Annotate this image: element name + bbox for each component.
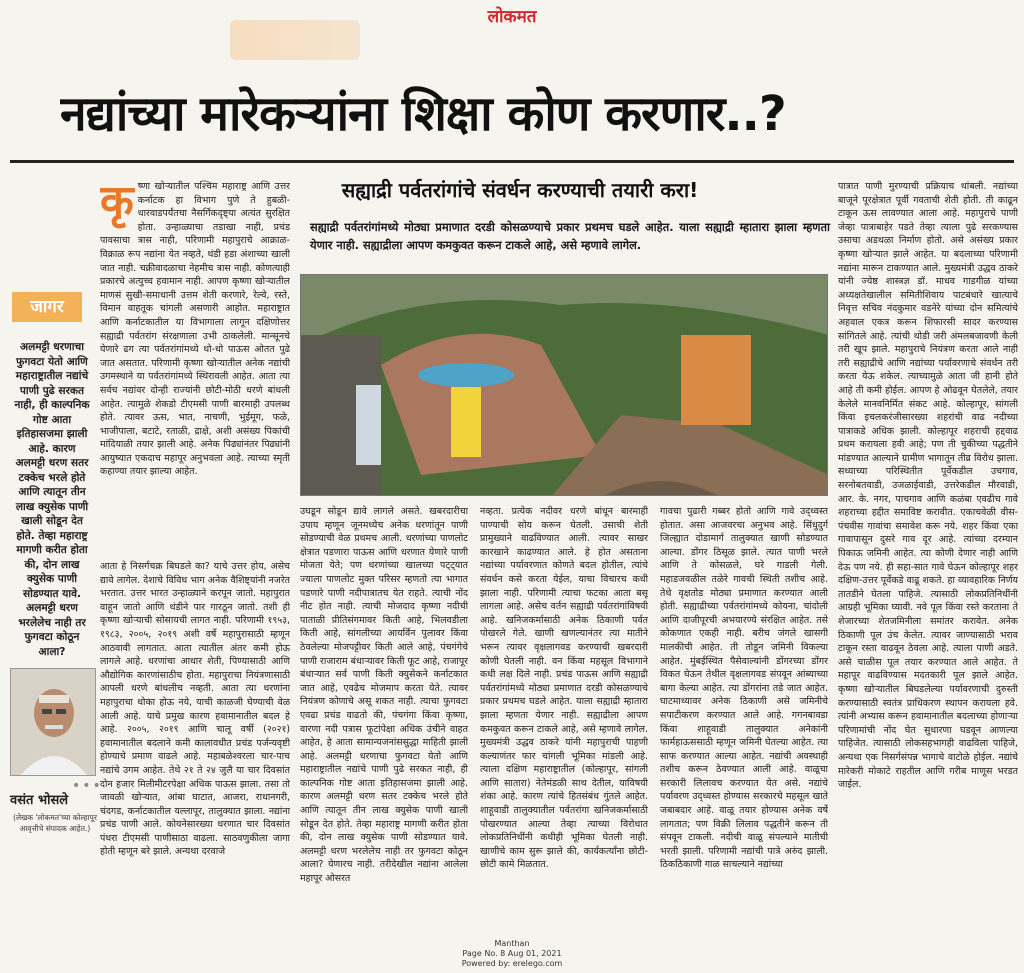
landslide-photo [300,274,828,496]
column-4-text: गावचा पुढारी गब्बर होतो आणि गावे उद्ध्वस्त होतात. असा आजवरचा अनुभव आहे. सिंधुदुर्ग जिल्ह्यात दोडामार्ग तालुक्यात खाणी सोडण्यात आल्या. डोंगर ठिसूळ झाले. त्यात पाणी भरले आणि ते कोसळले, घरे गाडली गेली. महाडजवळील तळेरे गावची स्थिती तशीच आहे. तेथे वृक्षतोड मोठ्या प्रमाणात करण्यात आली होती. सह्याद्रीच्या पर्वतरांगांमध्ये कोयना, चांदोली आणि दाजीपूरची अभयारण्ये संरक्षित आहेत. तसे कोकणात एकही नाही. बरीच जंगले खासगी मालकीची आहेत. ती तोडून जमिनी विकल्या आहेत. मुंबईस्थित पैसेवाल्यांनी डोंगरच्या डोंगर विकत घेऊन तेथील वृक्षलागवड संपवून आंब्याच्या बागा केल्या आहेत. त्या डोंगरांना तडे जात आहेत. घाटमाथ्यावर अनेक ठिकाणी असे जमिनीचे सपाटीकरण करण्यात आले आहे. गगनबावडा किंवा शाहूवाडी तालुक्यात अनेकांनी फार्महाऊससाठी म्हणून जमिनी घेतल्या आहेत. त्या साफ करण्यात आल्या आहेत. नद्यांची अवस्थाही तशीच करून ठेवण्यात आली आहे. वाळूचा सरकारी लिलावच करण्यात येत असे. नद्यांचे पर्यावरण उद्ध्वस्त होण्यास सरकारचे महसूल खाते जबाबदार आहे. वाळू तयार होण्यास अनेक वर्षे लागतात; पण विक्री लिलाव पद्धतीने करून ती संपवून टाकली. नदीची वाळू संपल्याने मातीची भरती झाली. परिणामी नद्यांची पात्रे अरुंद झाली. ठिकठिकाणी गाळ साचल्याने नद्यांच्या [660,506,828,871]
dots-decoration: ••• [72,778,103,794]
footer-page-date: Page No. 8 Aug 01, 2021 [462,949,562,958]
author-name: वसंत भोसले [10,793,69,808]
article-column-4 [660,505,828,945]
drop-cap: कृ [100,180,134,227]
page-footer [0,939,1024,969]
column-2-text: उघडून सोडून द्यावे लागले असते. खबरदारीचा उपाय म्हणून जूनमध्येच अनेक धरणांतून पाणी सोडण्याची वेळ प्रथमच आली. धरणांच्या पाणलोट क्षेत्रात पडणारा पाऊस आणि धरणात येणारे पाणी मोजता येते; पण धरणांच्या खालच्या पट्ट्यात ज्याला पाणलोट मुक्त परिसर म्हणतो त्या भागात पडणारे पाणी नदीपात्रातच येत राहते. त्याची नोंद नीट होत नाही. त्याची मोजदाद कृष्णा नदीची पाताळी प्रीतिसंगमावर किती आहे, भिलवडीला किती आहे, सांगलीच्या आयर्विन पुलावर किंवा ठेवलेल्या मोजपट्टीवर किती आले आहे, पंचगंगेचे पाणी राजाराम बंधाऱ्यावर किती फूट आहे, राजापूर बंधाऱ्यात सर्व पाणी किती क्युसेकने कर्नाटकात जात आहे, एवढेच मोजमाप करता येते. त्यावर नियंत्रण कोणाचे असू शकत नाही. त्याचा फुगवटा एवढा प्रचंड वाढतो की, पंचगंगा किंवा कृष्णा, वारणा नदी पत्रास फूटांपेक्षा अधिक उंचीने वाहत आहेत, हे आता सामान्यजनांससुद्धा माहिती झाली आहे. अलमट्टी धरणाचा फुगवटा येतो आणि महाराष्ट्रातील नद्यांचे पाणी पुढे सरकत नाही, ही काल्पनिक गोष्ट आता इतिहासजमा झाली आहे. कारण अलमट्टी धरण सतर टक्केच भरले होते आणि त्यातून तीन लाख क्युसेक पाणी खाली सोडून देत होते. तेव्हा महाराष्ट्र मागणी करीत होता की, दोन लाख क्युसेक पाणी सोडण्यात यावे. अलमट्टी धरण भरलेलेच नाही तर फुगवटा कोठून आला? येणारच नाही. तरीदेखील नद्यांना आलेला महापूर ओसरत [300,506,468,885]
author-note: (लेखक 'लोकमत'च्या कोल्हापूर आवृत्तीचे संपादक आहेत.) [13,813,97,833]
subheadline: सह्याद्री पर्वतरांगांचे संवर्धन करण्याची तयारी करा! [341,178,699,202]
article-column-5 [838,180,1018,945]
landslide-photo-icon [301,275,828,496]
column-1-bottom-text: आता हे निसर्गचक्र बिघडले का? याचे उत्तर होय, असेच द्यावे लागेल. देशाचे विविध भाग अनेक वैशिष्ट्यांनी नजरेत भरतात. उत्तर भारत उन्हाळ्याने करपून जातो. महापुरात वाहून जातो आणि थंडीने पार गारठून जातो. तशी ही कृष्णा खोऱ्याची सोसायची लागत नाही. परिणामी १९५३, १९८३, २००५, २०१९ अशी वर्षे महापुरासाठी म्हणून आठवावी लागतात. आता त्यातील अंतर कमी होऊ लागले आहे. धरणांचा आधार शेती, पिण्यासाठी आणि औद्योगिक कारणांसाठीच होता. महापुराचा नियंत्रणासाठी आपली धरणे बांधलीच नव्हती. आता त्या धरणांना महापुराचा धोका होऊ नये, याची काळजी घेण्याची वेळ आली आहे. याचे प्रमुख कारण हवामानातील बदल हे आहे. २००५, २०१९ आणि चालू वर्षी (२०२१) हवामानातील बदलाने कमी कालावधीत प्रचंड पर्जन्यवृष्टी होण्याचे प्रमाण वाढले आहे. महाबळेश्वरला चार-पाच नद्यांचे उगम आहेत. तेथे २१ ते २४ जुलै या चार दिवसांत दोन हजार मिलीमीटरपेक्षा अधिक पाऊस झाला. तसा तो जावळी खोऱ्यात, आंबा घाटात, आजरा, राधानगरी, चंदगड, कर्नाटकातील यल्लापूर, तालुक्यात झाला. नद्यांना प्रचंड पाणी आले. कोयनेसारख्या धरणात चार दिवसांत पंधरा टीएमसी पाणीसाठा वाढला. साठवणुकीला जागा होती म्हणून बरे झाले. अन्यथा दरवाजे [100,561,290,858]
sidebar-quote: अलमट्टी धरणाचा फुगवटा येतो आणि महाराष्ट्रातील नद्यांचे पाणी पुढे सरकत नाही, ही काल्पनिक गोष्ट आता इतिहासजमा झाली आहे. कारण अलमट्टी धरण सतर टक्केच भरले होते आणि त्यातून तीन लाख क्युसेक पाणी खाली सोडून देत होते. तेव्हा महाराष्ट्र मागणी करीत होता की, दोन लाख क्युसेक पाणी सोडण्यात यावे. अलमट्टी धरण भरलेलेच नाही तर फुगवटा कोठून आला? [14,341,90,658]
footer-powered-by: Powered by: erelego.com [461,959,563,968]
lead-paragraph: सह्याद्री पर्वतरांगांमध्ये मोठ्या प्रमाणात दरडी कोसळण्याचे प्रकार प्रथमच घडले आहेत. याला सह्याद्री म्हातारा झाला म्हणता येणार नाही. सह्याद्रीला आपण कमकुवत करून टाकले आहे, असे म्हणावे लागेल. [310,220,830,252]
headline: नद्यांच्या मारेकऱ्यांना शिक्षा कोण करणार..? [60,86,786,142]
column-3-text: नव्हता. प्रत्येक नदीवर धरणे बांधून बारमाही पाण्याची सोय करून घेतली. उसाची शेती प्रामुख्याने वाढविण्यात आली. त्यावर साखर कारखाने काढण्यात आले. हे होत असताना नद्यांच्या पर्यावरणात कोणते बदल होतील, त्यांचे संवर्धन कसे करता येईल, याचा विचारच कधी झाला नाही. परिणामी त्याचा फटका आता बसू लागला आहे. असेच वर्तन सह्याद्री पर्वतरांगांविषयी आहे. खनिजकर्मासाठी अनेक ठिकाणी पर्वत पोखरले गेले. खाणी खणल्यानंतर त्या मातीने भरून त्यावर वृक्षलागवड करण्याची खबरदारी कोणी घेतली नाही. वन किंवा महसूल विभागाने कधी लक्ष दिले नाही. प्रचंड पाऊस आणि सह्याद्री पर्वतरांगांमध्ये मोठ्या प्रमाणात दरडी कोसळण्याचे प्रकार प्रथमच घडले आहेत. याला सह्याद्री म्हातारा झाला म्हणता येणार नाही. सह्याद्रीला आपण कमकुवत करून टाकले आहे, असे म्हणावे लागेल. मुख्यमंत्री उद्धव ठाकरे यांनी महापुराची पाहणी कल्याणंतर फार चांगली भूमिका मांडली आहे. त्याला दक्षिण महाराष्ट्रातील (कोल्हापूर, सांगली आणि सातारा) नेतेमंडळी साथ देतील, याविषयी शंका आहे. कारण त्यांचे हितसंबंध गुंतले आहेत. शाहूवाडी तालुक्यातील पर्वतरांगा खनिजकर्मासाठी पोखरण्यात आल्या तेव्हा त्याच्या विरोधात लोकप्रतिनिधींनी कधीही भूमिका घेतली नाही. खाणीचे काम सुरू झाले की, कार्यकर्त्यांना छोटी-छोटी कामे मिळतात. [480,506,648,871]
section-tag: जागर [12,292,82,322]
article-column-1-bottom [100,560,290,945]
column-5-text: पात्रात पाणी मुरण्याची प्रक्रियाच थांबली. नद्यांच्या बाजूने पूरक्षेत्रात पूर्वी गवताची शेती होती. ती काढून टाकून ऊस लावण्यात आला आहे. महापुराचे पाणी जेव्हा पात्राबाहेर पडते तेव्हा त्याला पुढे सरकण्यास उसाचा अडथळा निर्माण होतो. असे असंख्य प्रकार कृष्णा खोऱ्यात झाले आहेत. या बदलाच्या परिणामी नद्यांना मारून टाकण्यात आले. मुख्यमंत्री उद्धव ठाकरे यांनी ज्येष्ठ शास्त्रज्ञ डॉ. माधव गाडगीळ यांच्या अध्यक्षतेखालील समितीशिवाय पाटबंधारे खात्याचे निवृत्त सचिव नंदकुमार वडनेरे यांच्या दोन समित्यांचे अहवाल एकत्र करून शिफारसी सादर करण्यास सांगितले आहे. त्यांची थोडी जरी अंमलबजावणी केली तरी खूप झाले. महापुराचे नियंत्रण करता आले नाही तरी सह्याद्रीचे आणि नद्यांच्या पर्यावरणाचे संवर्धन तरी करता येऊ शकेल. त्याच्यामुळे आता जी हानी होते आहे ती कमी होईल. आपण हे ओढवून घेतलेले, तयार केलेले मानवनिर्मित संकट आहे. कोल्हापूर, सांगली किंवा इचलकरंजीसारख्या शहरांची वाढ नदीच्या पात्राकडे अधिक झाली. कोल्हापूर शहराची हद्दवाढ प्रथम करायला हवी आहे; पण ती चुकीच्या पद्धतीने मांडण्यात आल्याने ग्रामीण भागातून तीव्र विरोध झाला. सध्याच्या परिस्थितीत पूर्वेकडील उचगाव, सरनोबतवाडी, उजळाईवाडी, उत्तरेकडील मौरवाडी, आर. के. नगर, पाचगाव आणि कळंबा एवढीच गावे शहराच्या हद्दीत समाविष्ट करावीत. एकाचवेळी वीस-पंचवीस गावांचा समावेश करू नये. शहर किंवा एका गावापासून दुसरे गाव दूर आहे. त्यांच्या दरम्यान पिकाऊ जमिनी आहेत. त्या कोणी देणार नाही आणि देऊ पण नये. ही सहा-सात गावे घेऊन कोल्हापूर शहर दक्षिण-उत्तर पूर्वेकडे वाढू शकते. हा व्यावहारिक निर्णय तातडीने घेतला पाहिजे. त्यासाठी लोकप्रतिनिधींनी आग्रही भूमिका घ्यावी. नवे पूल किंवा रस्ते करताना ते शेजारच्या शेतजमिनीला समांतर करावेत. अनेक ठिकाणी पूल उंच केलेत. त्यावर जाण्यासाठी भराव टाकून रस्ता वाढवून ठेवला आहे. त्याला पाणी अडते. असे चाळीस पूल तयार करण्यात आले आहेत. ते महापूर वाढविण्यास मदतकारी पूल झाले आहेत. कृष्णा खोऱ्यातील बिघडलेल्या पर्यावरणाची दुरुस्ती करण्यासाठी स्वतंत्र प्राधिकरण स्थापन करायला हवे. त्यांनी अभ्यास करून हवामानातील बदलाच्या होणाऱ्या परिणामांची नोंद घेत सुधारणा घडवून आणल्या पाहिजेत. त्यासाठी लोकसहभागही वाढविला पाहिजे, अन्यथा एक निसर्गसंपन्न भागाचे वाटोळे होईल. नद्यांचे मारेकरी मोकाटे राहतील आणि गरीब माणूस भरडत जाईल. [838,181,1018,791]
article-column-2 [300,505,468,945]
headline-rule [10,160,1014,163]
masthead-logo: लोकमत [487,7,537,27]
author-portrait-icon [11,669,96,776]
author-portrait [10,668,96,776]
article-column-3 [480,505,648,945]
column-1-top-text: ष्णा खोऱ्यातील पश्चिम महाराष्ट्र आणि उत्तर कर्नाटक हा विभाग पुणे ते हुबळी-धारवाडपर्यंतचा नैसर्गिकदृष्ट्या अत्यंत सुरक्षित होता. उन्हाळ्याचा तडाखा नाही, प्रचंड पावसाचा त्रास नाही, परिणामी महापुराचे आक्राळ-विक्राळ रूप नद्यांना येत नव्हते, थंडी हडा अंशाच्या खाली जात नाही. चक्रीवादळाचा नेहमीच त्रास नाही. कोणत्याही प्रकारचे अत्युच्च हवामान नाही. आपण कृष्णा खोऱ्यातील माणसं सुखी-समाधानी उत्तम शेती करणारे, रेल्वे, रस्ते, विमान वाहतूक चांगली असणारी आहोत. महाराष्ट्रात आणि कर्नाटकातील या विभागाला लागून दक्षिणोत्तर सह्याद्री पर्वतरांग संरक्षणाला उभी ठाकलेली. मान्सूनचे येणारे ढग त्या पर्वतरांगांमध्ये धो-धो पाऊस ओतत पुढे जात असतात. परिणामी कृष्णा खोऱ्यातील अनेक नद्यांची उगमस्थाने या पर्वतरांगांमध्ये स्थिरावली आहेत. आता त्या सर्वच नद्यांवर दोन्ही राज्यांनी छोटी-मोठी धरणे बांधली आहेत. त्यामुळे शेकडो टीएमसी पाणी बारमाही उपलब्ध होते. त्यावर ऊस, भात, नाचणी, भुईमूग, फळे, भाजीपाला, बटाटे, रताळी, द्राक्षे, अशी असंख्य पिकांची मांदियाळी तयार झाली आहे. अनेक पिढ्यांनंतर पिढ्यांनी आयुष्यात एकदाच महापूर अनुभवला आहे. त्याच्या स्मृती कहाण्या तयार झाल्या आहेत. [100,181,290,478]
footer-publication: Manthan [494,939,530,948]
article-column-1-top [100,180,290,560]
